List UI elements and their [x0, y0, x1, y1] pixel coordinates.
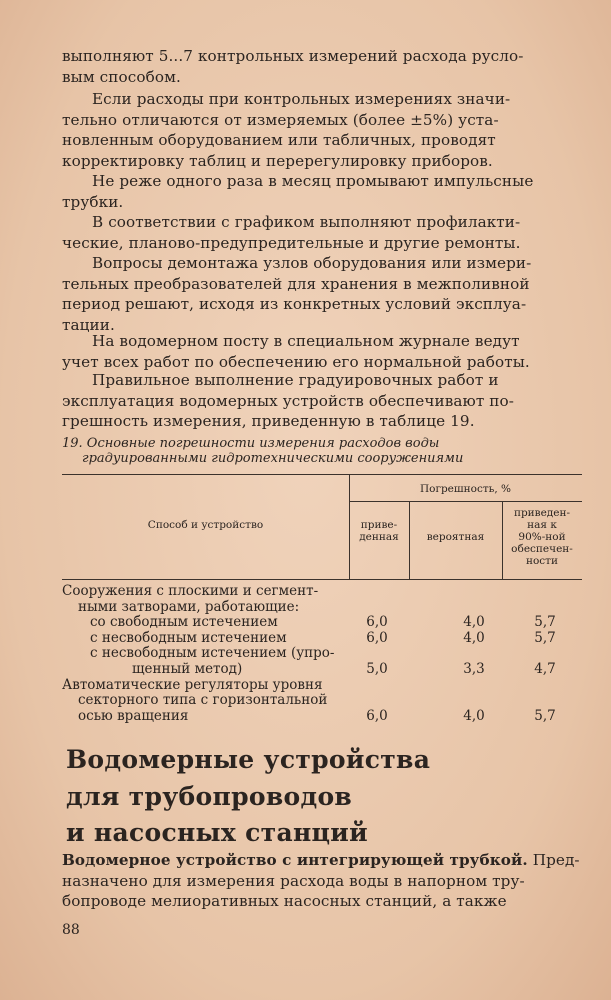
- table-header: [62, 474, 582, 580]
- paragraph-control-measurements: [62, 89, 582, 171]
- text-line: тельных преобразователей для хранения в межполивной: [62, 274, 530, 293]
- text-line: корректировку таблиц и перерегулировку приборов.: [62, 151, 493, 170]
- text-line: Правильное выполнение градуировочных работ и: [92, 371, 499, 389]
- section-heading: и насосных станций: [66, 818, 368, 847]
- row-value: 5,7: [534, 614, 556, 631]
- section-lead-paragraph: [62, 850, 582, 912]
- row-label: ными затворами, работающие:: [78, 598, 300, 615]
- row-value: 4,0: [463, 707, 485, 724]
- paragraph-flushing: [62, 171, 582, 212]
- lead-title: Водомерное устройство с интегрирующей трубкой.: [62, 851, 528, 869]
- text-line: Пред-: [527, 851, 580, 869]
- header-probable: вероятная: [426, 531, 485, 543]
- header-90-percent: приведен- ная к 90%-ной обеспечен- ности: [511, 507, 573, 567]
- paragraph-calibration: [62, 370, 582, 432]
- text-line: грешность измерения, приведенную в таблице 19.: [62, 412, 475, 430]
- row-value: 6,0: [366, 707, 388, 724]
- paragraph-dismantling: [62, 253, 582, 335]
- paragraph-journal: [62, 331, 582, 372]
- row-label: со свободным истечением: [90, 614, 278, 631]
- text-line: трубки.: [62, 192, 124, 211]
- text-line: На водомерном посту в специальном журнале ведут: [92, 332, 520, 350]
- row-value: 5,7: [534, 629, 556, 646]
- paragraph-continuation: [62, 46, 582, 87]
- header-divider: [349, 501, 582, 502]
- text-line: эксплуатация водомерных устройств обеспечивают по-: [62, 391, 514, 410]
- text-line: бопроводе мелиоративных насосных станций, а также: [62, 892, 507, 910]
- row-value: 6,0: [366, 614, 388, 631]
- header-error-group: Погрешность, %: [419, 483, 512, 495]
- row-label: с несвободным истечением (упро-: [90, 645, 335, 662]
- text-line: назначено для измерения расхода воды в напорном тру-: [62, 871, 525, 890]
- paragraph-repairs: [62, 212, 582, 253]
- row-value: 3,3: [463, 661, 485, 677]
- row-label: секторного типа с горизонтальной: [78, 692, 328, 709]
- row-value: 4,0: [463, 614, 485, 631]
- row-value: 4,7: [534, 661, 556, 677]
- text-line: тельно отличаются от измеряемых (более ±5%) уста-: [62, 110, 499, 129]
- text-line: Не реже одного раза в месяц промывают импульсные: [92, 172, 534, 190]
- table-caption: [62, 436, 572, 466]
- row-value: 5,0: [366, 661, 388, 677]
- row-label: с несвободным истечением: [90, 629, 287, 646]
- text-line: учет всех работ по обеспечению его нормальной работы.: [62, 352, 530, 371]
- text-line: Если расходы при контрольных измерениях значи-: [92, 90, 511, 108]
- text-line: В соответствии с графиком выполняют профилакти-: [92, 213, 521, 231]
- text-line: тации.: [62, 315, 115, 334]
- section-heading: Водомерные устройства: [66, 745, 431, 774]
- text-line: ческие, планово-предупредительные и другие ремонты.: [62, 233, 521, 252]
- caption-line: градуированными гидротехническими сооружениями: [82, 451, 464, 466]
- row-value: 6,0: [366, 629, 388, 646]
- text-line: Вопросы демонтажа узлов оборудования или измери-: [92, 254, 532, 272]
- row-label: Автоматические регуляторы уровня: [62, 676, 323, 693]
- row-value: 4,0: [463, 629, 485, 646]
- page-number: 88: [62, 922, 80, 938]
- header-method: Способ и устройство: [147, 519, 264, 531]
- header-reduced: приве- денная: [359, 519, 399, 543]
- section-heading: для трубопроводов: [66, 782, 353, 811]
- row-label: осью вращения: [78, 707, 189, 724]
- row-value: 5,7: [534, 707, 556, 724]
- row-label: Сооружения с плоскими и сегмент-: [62, 583, 319, 599]
- text-line: период решают, исходя из конкретных условий эксплуа-: [62, 295, 527, 313]
- text-line: вым способом.: [62, 67, 181, 86]
- text-line: новленным оборудованием или табличных, проводят: [62, 131, 496, 149]
- row-label: щенный метод): [132, 661, 243, 677]
- text-line: выполняют 5...7 контрольных измерений расхода русло-: [62, 47, 524, 65]
- caption-line: 19. Основные погрешности измерения расходов воды: [62, 436, 440, 451]
